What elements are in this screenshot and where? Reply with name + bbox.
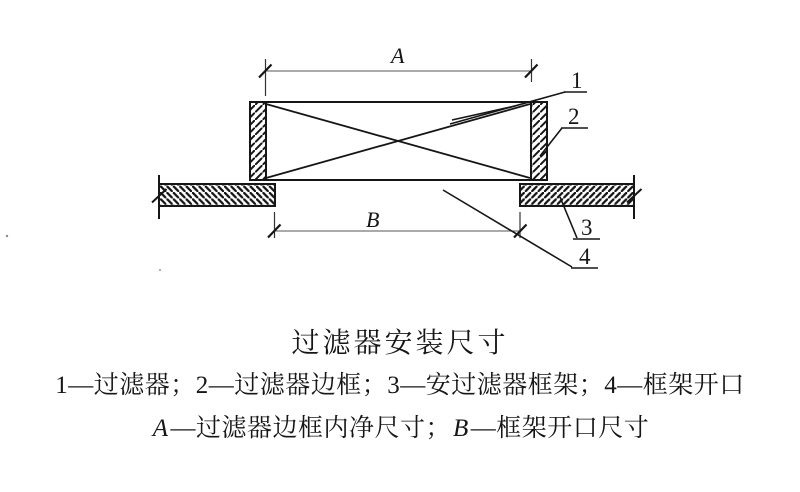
callout-2-label: 2 [568, 104, 580, 129]
mounting-frame-right [520, 184, 634, 206]
legend-dim-a-letter: A [152, 415, 169, 442]
dim-a-label: A [391, 43, 405, 68]
scan-speck [159, 269, 161, 271]
figure-title: 过滤器安装尺寸 [291, 328, 509, 359]
mounting-frame-left [159, 184, 275, 206]
dim-b-label: B [366, 207, 380, 232]
callout-1-label: 1 [571, 68, 583, 93]
callout-4-label: 4 [579, 244, 591, 269]
filter-frame-left [250, 102, 266, 180]
legend-numbered-items: 1—过滤器；2—过滤器边框；3—安过滤器框架；4—框架开口 [55, 372, 745, 399]
filter-frame-right [531, 102, 547, 180]
legend-dim-a-desc: —过滤器边框内净尺寸； [170, 415, 451, 442]
scan-speck [6, 235, 8, 237]
legend-dim-b-letter: B [453, 415, 469, 442]
callout-3-label: 3 [581, 215, 593, 240]
legend-dimension-items [0, 408, 800, 444]
legend-dim-b-desc: —框架开口尺寸 [470, 415, 650, 442]
